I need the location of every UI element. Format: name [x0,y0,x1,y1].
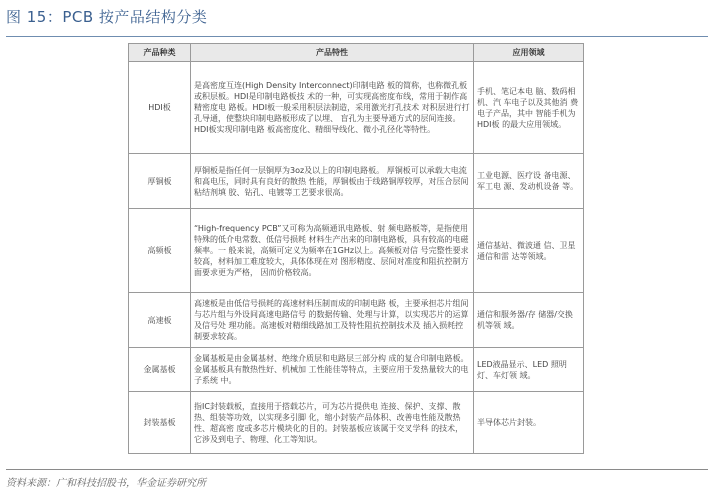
category-cell: 高频板 [129,209,191,293]
category-cell: 金属基板 [129,348,191,392]
category-cell: 厚铜板 [129,154,191,209]
applications-cell: 半导体芯片封装。 [474,392,584,454]
table-row [129,154,584,209]
features-cell: 指IC封装载板，直接用于搭载芯片，可为芯片提供电 连接、保护、支撑、散热、组装等功效，以实现多引脚 化，缩小封装产品体积、改善电性能及散热性、超高密 度或多芯片模块化的目的。封装基板应该属于交叉学科 的技术，它涉及到电子、物理、化工等知识。 [191,392,474,454]
applications-cell: LED液晶显示、LED 照明灯、车灯领 域。 [474,348,584,392]
table-row [129,392,584,454]
features-cell: 金属基板是由金属基材、绝缘介质层和电路层三部分构 成的复合印制电路板。金属基板具有散热性好、机械加 工性能佳等特点，主要应用于发热量较大的电子系统 中。 [191,348,474,392]
category-cell: 高速板 [129,293,191,348]
features-cell: “High-frequency PCB”又可称为高频通讯电路板、射 频电路板等，是指使用特殊的低介电常数、低信号损耗 材料生产出来的印制电路板，具有较高的电磁频率。一 般来说，高频可定义为频率在1GHz以上。高频板对信 号完整性要求较高，材料加工难度较大，具体体现在对 图形精度、层间对准度和阻抗控制方面要求更为严格， 因而价格较高。 [191,209,474,293]
features-cell: 是高密度互连(High Density Interconnect)印制电路 板的简称，也称微孔板或积层板。HDI是印制电路板技 术的一种，可实现高密度布线，常用于制作高精密度电 路板。HDI板一般采用积层法制造，采用激光打孔技术 对积层进行打孔导通，使整块印制电路板形成了以埋、 盲孔为主要导通方式的层间连接。HDI板实现印制电路 板高密度化、精细导线化、微小孔径化等特性。 [191,62,474,154]
category-cell: HDI板 [129,62,191,154]
table-row [129,209,584,293]
applications-cell: 通信和服务器/存 储器/交换机等领 域。 [474,293,584,348]
source-divider [6,469,708,470]
header-features: 产品特性 [191,44,474,62]
applications-cell: 工业电源、医疗设 备电源、军工电 源、发动机设备 等。 [474,154,584,209]
applications-cell: 手机、笔记本电 脑、数码相机、汽 车电子以及其他消 费电子产品，其中 智能手机为HDI板 的最大应用领域。 [474,62,584,154]
category-cell: 封装基板 [129,392,191,454]
table-header-row [129,44,584,62]
table-row [129,348,584,392]
pcb-classification-table [128,43,584,454]
table-row [129,62,584,154]
title-divider [6,36,708,37]
table-row [129,293,584,348]
header-category: 产品种类 [129,44,191,62]
applications-cell: 通信基站、微波通 信、卫星通信和雷 达等领域。 [474,209,584,293]
figure-title: 图 15：PCB 按产品结构分类 [6,8,208,26]
source-note: 资料来源：广和科技招股书，华金证券研究所 [6,478,206,489]
features-cell: 厚铜板是指任何一层铜厚为3oz及以上的印制电路板。 厚铜板可以承载大电流和高电压，同时具有良好的散热 性能，厚铜板由于线路铜厚较厚，对压合层间粘结剂填 胶、钻孔、电镀等工艺要求很高。 [191,154,474,209]
features-cell: 高速板是由低信号损耗的高速材料压制而成的印制电路 板，主要承担芯片组间与芯片组与外设间高速电路信号 的数据传输、处理与计算，以实现芯片的运算及信号处 理功能。高速板对精细线路加工及特性阻抗控制技术及 插入损耗控制要求较高。 [191,293,474,348]
header-applications: 应用领域 [474,44,584,62]
